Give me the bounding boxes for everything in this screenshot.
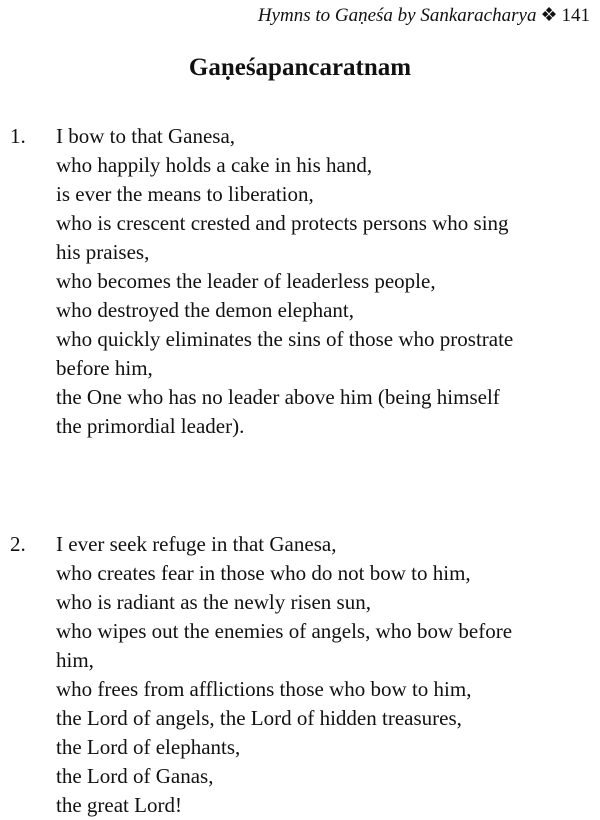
verse-line: I ever seek refuge in that Ganesa, <box>56 532 337 556</box>
verse-line: is ever the means to liberation, <box>56 182 314 206</box>
verse-number: 2. <box>10 532 26 556</box>
verse-line: who creates fear in those who do not bow to him, <box>56 561 471 585</box>
verse-line: the One who has no leader above him (being himself <box>56 385 500 409</box>
page-title: Gaṇeśapancaratnam <box>188 54 412 81</box>
verse-line: him, <box>56 648 94 672</box>
verse-line: the Lord of elephants, <box>56 735 241 759</box>
verse-2 <box>10 530 598 820</box>
ornament-separator-icon: ❖ <box>540 5 558 26</box>
verse-lines <box>56 122 598 441</box>
verse-number: 1. <box>10 124 26 148</box>
verse-line: who happily holds a cake in his hand, <box>56 153 373 177</box>
verse-line: the Lord of Ganas, <box>56 764 214 788</box>
running-head-title: Hymns to Gaṇeśa by Sankaracharya <box>257 5 537 26</box>
verse-line: who is crescent crested and protects persons who sing <box>56 211 509 235</box>
verse-line: before him, <box>56 356 153 380</box>
page-number: 141 <box>561 5 590 26</box>
verse-line: the great Lord! <box>56 793 182 817</box>
verse-line: his praises, <box>56 240 150 264</box>
verse-line: who destroyed the demon elephant, <box>56 298 354 322</box>
verse-line: I bow to that Ganesa, <box>56 124 236 148</box>
verse-line: the primordial leader). <box>56 414 245 438</box>
running-head <box>258 4 590 27</box>
verse-1 <box>10 122 598 441</box>
verse-line: who wipes out the enemies of angels, who bow before <box>56 619 513 643</box>
verse-line: who is radiant as the newly risen sun, <box>56 590 371 614</box>
verse-line: who frees from afflictions those who bow to him, <box>56 677 472 701</box>
verse-line: the Lord of angels, the Lord of hidden treasures, <box>56 706 462 730</box>
verse-line: who quickly eliminates the sins of those who prostrate <box>56 327 514 351</box>
verse-lines <box>56 530 598 820</box>
verse-line: who becomes the leader of leaderless people, <box>56 269 436 293</box>
